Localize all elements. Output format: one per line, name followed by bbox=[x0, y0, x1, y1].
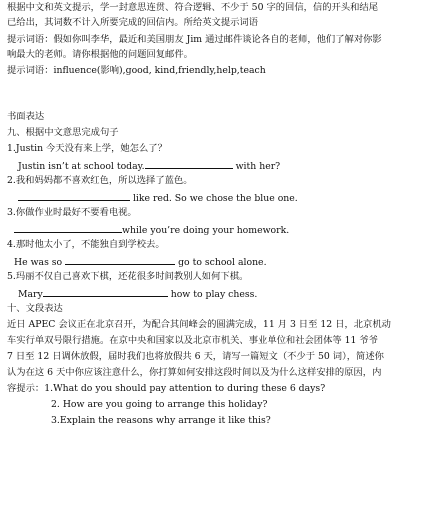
q1-english bbox=[18, 158, 280, 174]
q5-text-b: how to play chess. bbox=[167, 289, 258, 300]
section-title: 书面表达 bbox=[7, 111, 45, 122]
prompt-line: 认为在这 6 天中你应该注意什么，你打算如何安排这段时间以及为什么这样安排的原因，内 bbox=[7, 367, 382, 378]
q2-english bbox=[18, 190, 298, 206]
part-heading: 十、文段表达 bbox=[7, 303, 63, 314]
q5-chinese: 5.玛丽不仅自己喜欢下棋，还花很多时间教别人如何下棋。 bbox=[7, 271, 249, 282]
q1-text-b: with her? bbox=[232, 161, 281, 172]
part-heading: 九、根据中文意思完成句子 bbox=[7, 127, 119, 138]
content-hint-q3: 3.Explain the reasons why arrange it like this? bbox=[51, 415, 271, 426]
q5-text-a: Mary bbox=[18, 289, 43, 300]
content-hint-q2: 2. How are you going to arrange this holiday? bbox=[51, 399, 268, 410]
content-hint-label: 容提示： bbox=[7, 383, 45, 394]
q5-english bbox=[18, 286, 257, 302]
q1-chinese: 1.Justin 今天没有来上学，她怎么了？ bbox=[7, 143, 167, 154]
q4-english bbox=[14, 254, 267, 270]
instruction-line: 根据中文和英文提示，学一封意思连贯、符合逻辑、不少于 50 字的回信，信的开头和结尾 bbox=[7, 2, 379, 13]
q3-text-b: while you’re doing your homework. bbox=[122, 225, 290, 236]
prompt-line: 7 日至 12 日调休放假，届时我们也将放假共 6 天，请写一篇短文（不少于 50 词），简述你 bbox=[7, 351, 384, 362]
q2-chinese: 2.我和妈妈都不喜欢红色，所以选择了蓝色。 bbox=[7, 175, 193, 186]
q4-chinese: 4.那时他太小了，不能独自到学校去。 bbox=[7, 239, 165, 250]
q4-text-a: He was so bbox=[14, 257, 66, 268]
q1-answer-blank[interactable] bbox=[145, 158, 233, 169]
prompt-line: 近日 APEC 会议正在北京召开，为配合其间峰会的圆满完成，11 月 3 日至 12 日，北京机动 bbox=[7, 319, 391, 330]
q5-answer-blank[interactable] bbox=[43, 286, 168, 297]
instruction-line: 已给出，其词数不计入所要完成的回信内。所给英文提示词语 bbox=[7, 17, 259, 28]
q4-text-b: go to school alone. bbox=[175, 257, 267, 268]
content-hint-q1: 1.What do you should pay attention to during these 6 days? bbox=[44, 383, 326, 394]
instruction-line: 响最大的老师。请你根据他的问题回复邮件。 bbox=[7, 49, 193, 60]
q4-answer-blank[interactable] bbox=[65, 254, 175, 265]
prompt-line: 车实行单双号限行措施。在京中央和国家以及北京市机关、事业单位和社会团体等 11 爷爷 bbox=[7, 335, 379, 346]
q2-answer-blank[interactable] bbox=[18, 190, 130, 201]
q3-chinese: 3.你做作业时最好不要看电视。 bbox=[7, 207, 137, 218]
content-hint-line bbox=[7, 382, 325, 396]
hint-words-line: 提示词语：influence(影响),good, kind,friendly,help,teach bbox=[7, 65, 266, 76]
q3-english bbox=[14, 222, 289, 238]
q3-answer-blank[interactable] bbox=[14, 222, 122, 233]
q2-text-b: like red. So we chose the blue one. bbox=[130, 193, 298, 204]
instruction-line: 提示词语：假如你叫李华，最近和美国朋友 Jim 通过邮件谈论各自的老师，他们了解对你影 bbox=[7, 34, 382, 45]
q1-text-a: Justin isn’t at school today. bbox=[18, 161, 145, 172]
